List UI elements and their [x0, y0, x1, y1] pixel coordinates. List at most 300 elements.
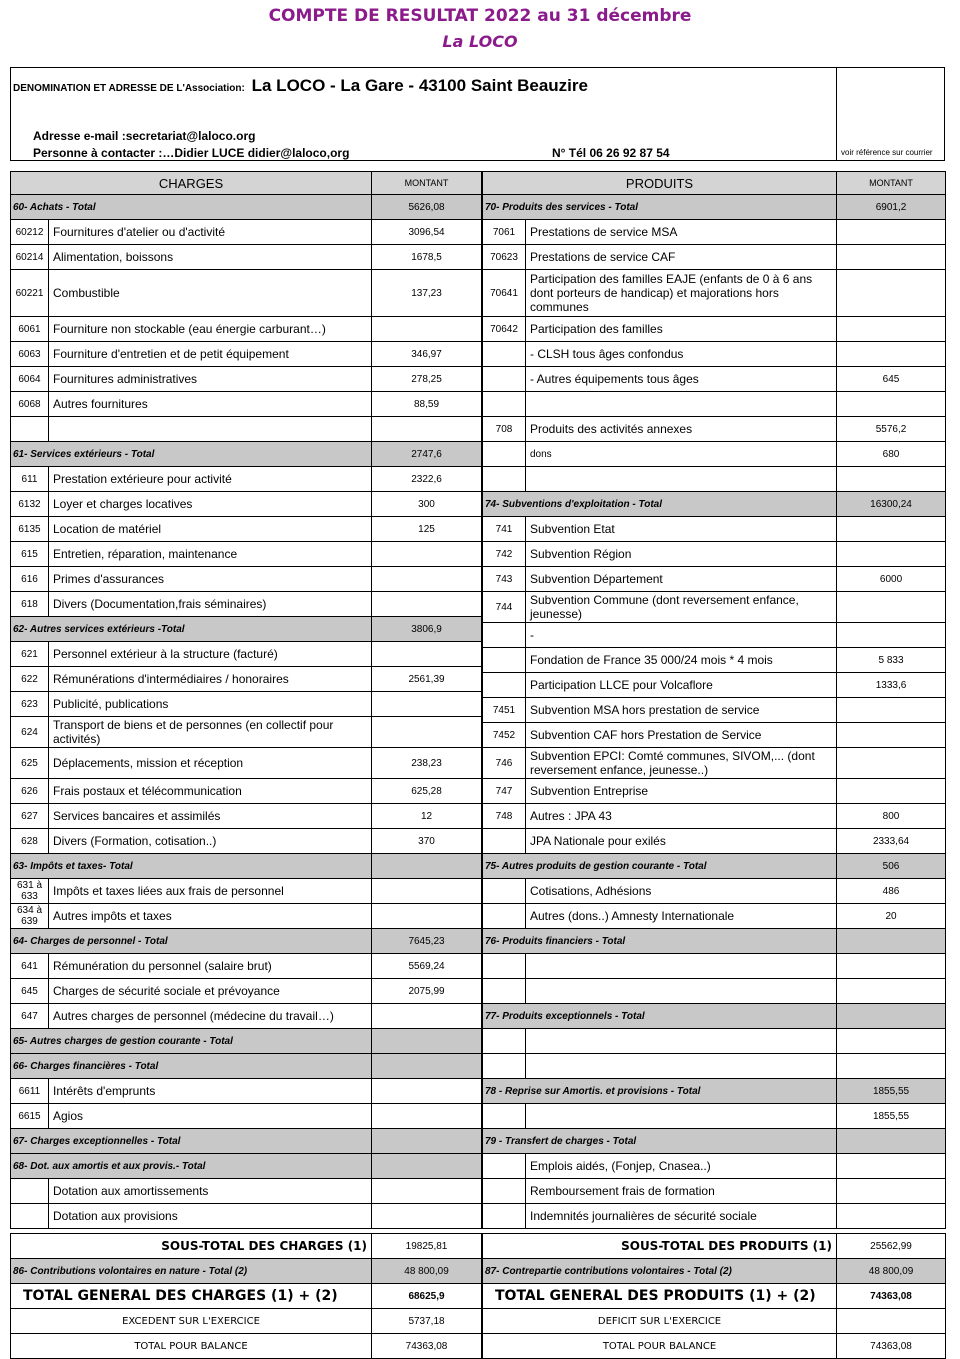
line-label [526, 954, 837, 979]
line-amount: 346,97 [372, 342, 482, 367]
total-amount [372, 1129, 482, 1154]
account-code: 647 [11, 1004, 49, 1029]
produits-total-row [483, 929, 946, 954]
line-amount [837, 1179, 946, 1204]
produits-line-row [483, 442, 946, 467]
produits-line-row [483, 270, 946, 317]
charges-line-row [11, 245, 482, 270]
charges-line-row [11, 492, 482, 517]
line-amount [372, 1079, 482, 1104]
line-label: Location de matériel [49, 517, 372, 542]
total-label: 70- Produits des services - Total [483, 195, 837, 220]
total-amount: 7645,23 [372, 929, 482, 954]
charges-line-row [11, 417, 482, 442]
produits-line-row [483, 245, 946, 270]
charges-line-row [11, 779, 482, 804]
charges-total-row [11, 1129, 482, 1154]
line-label: Services bancaires et assimilés [49, 804, 372, 829]
total-label: 61- Services extérieurs - Total [11, 442, 372, 467]
line-label: Remboursement frais de formation [526, 1179, 837, 1204]
total-label: 63- Impôts et taxes- Total [11, 854, 372, 879]
account-code: 746 [483, 748, 526, 779]
line-amount [372, 879, 482, 904]
line-amount [837, 317, 946, 342]
line-label: Participation LLCE pour Volcaflore [526, 673, 837, 698]
account-code: 645 [11, 979, 49, 1004]
produits-header-row [483, 172, 946, 195]
produits-line-row [483, 1054, 946, 1079]
account-code: 748 [483, 804, 526, 829]
charges-balance-label: TOTAL POUR BALANCE [11, 1334, 372, 1359]
charges-table [10, 171, 482, 1359]
line-amount: 20 [837, 904, 946, 929]
charges-line-row [11, 829, 482, 854]
line-amount [372, 1004, 482, 1029]
line-amount [837, 220, 946, 245]
total-label: 75- Autres produits de gestion courante - Total [483, 854, 837, 879]
line-amount [372, 904, 482, 929]
line-label: Rémunération du personnel (salaire brut) [49, 954, 372, 979]
produits-line-row [483, 779, 946, 804]
line-label [526, 467, 837, 492]
charges-line-row [11, 467, 482, 492]
line-amount [372, 592, 482, 617]
charges-title: CHARGES [11, 172, 372, 195]
produits-line-row [483, 417, 946, 442]
account-code: 60214 [11, 245, 49, 270]
account-code: 6061 [11, 317, 49, 342]
line-label: dons [526, 442, 837, 467]
line-label: Subvention EPCI: Comté communes, SIVOM,... (dont reversement enfance, jeunesse..) [526, 748, 837, 779]
charges-balance-amount: 74363,08 [372, 1334, 482, 1359]
charges-line-row [11, 367, 482, 392]
line-label: Personnel extérieur à la structure (facturé) [49, 642, 372, 667]
produits-grand-label: TOTAL GENERAL DES PRODUITS (1) + (2) [483, 1284, 837, 1309]
account-code [483, 979, 526, 1004]
line-label [526, 392, 837, 417]
line-label: Entretien, réparation, maintenance [49, 542, 372, 567]
account-code [11, 1204, 49, 1229]
charges-body [11, 195, 482, 1229]
produits-total-row [483, 1004, 946, 1029]
line-label: Intérêts d'emprunts [49, 1079, 372, 1104]
account-code [483, 829, 526, 854]
line-amount: 486 [837, 879, 946, 904]
line-label: Autres : JPA 43 [526, 804, 837, 829]
line-label: Produits des activités annexes [526, 417, 837, 442]
line-label: Fourniture d'entretien et de petit équipement [49, 342, 372, 367]
total-label: 79 - Transfert de charges - Total [483, 1129, 837, 1154]
line-label: Subvention MSA hors prestation de service [526, 698, 837, 723]
total-amount: 2747,6 [372, 442, 482, 467]
charges-line-row [11, 667, 482, 692]
line-amount: 370 [372, 829, 482, 854]
account-code [483, 648, 526, 673]
charges-line-row [11, 879, 482, 904]
charges-header-row [11, 172, 482, 195]
line-label: Dotation aux provisions [49, 1204, 372, 1229]
produits-line-row [483, 517, 946, 542]
account-code: 624 [11, 717, 49, 748]
account-code [483, 342, 526, 367]
line-label: Indemnités journalières de sécurité sociale [526, 1204, 837, 1229]
total-label: 76- Produits financiers - Total [483, 929, 837, 954]
line-label: - [526, 623, 837, 648]
total-amount: 3806,9 [372, 617, 482, 642]
produits-balance-label: TOTAL POUR BALANCE [483, 1334, 837, 1359]
line-label: Subvention Département [526, 567, 837, 592]
produits-contrib-label: 87- Contrepartie contributions volontaires - Total (2) [483, 1259, 837, 1284]
line-label [49, 417, 372, 442]
charges-subtotal-row [11, 1234, 482, 1259]
account-code [483, 467, 526, 492]
charges-subtotal-amount: 19825,81 [372, 1234, 482, 1259]
charges-line-row [11, 748, 482, 779]
charges-line-row [11, 692, 482, 717]
account-code [11, 417, 49, 442]
account-code: 622 [11, 667, 49, 692]
total-amount [372, 1054, 482, 1079]
line-amount [837, 517, 946, 542]
charges-contrib-row [11, 1259, 482, 1284]
line-amount: 5576,2 [837, 417, 946, 442]
produits-contrib-amount: 48 800,09 [837, 1259, 946, 1284]
account-code: 743 [483, 567, 526, 592]
line-label: Subvention Commune (dont reversement enfance, jeunesse) [526, 592, 837, 623]
charges-result-row [11, 1309, 482, 1334]
total-label: 66- Charges financières - Total [11, 1054, 372, 1079]
charges-grand-row [11, 1284, 482, 1309]
line-label: Prestations de service CAF [526, 245, 837, 270]
produits-result-row [483, 1309, 946, 1334]
produits-total-row [483, 195, 946, 220]
charges-total-row [11, 1154, 482, 1179]
line-amount [837, 723, 946, 748]
total-amount: 16300,24 [837, 492, 946, 517]
line-label: Fourniture non stockable (eau énergie carburant…) [49, 317, 372, 342]
line-label: Alimentation, boissons [49, 245, 372, 270]
page-title: COMPTE DE RESULTAT 2022 au 31 décembre [268, 6, 692, 26]
produits-line-row [483, 542, 946, 567]
produits-line-row [483, 698, 946, 723]
produits-balance-row [483, 1334, 946, 1359]
account-code: 70641 [483, 270, 526, 317]
line-amount: 5 833 [837, 648, 946, 673]
account-code [483, 1204, 526, 1229]
line-label: - Autres équipements tous âges [526, 367, 837, 392]
total-amount [837, 1004, 946, 1029]
total-label: 74- Subventions d'exploitation - Total [483, 492, 837, 517]
charges-line-row [11, 1179, 482, 1204]
account-code: 621 [11, 642, 49, 667]
account-code [483, 623, 526, 648]
total-amount [372, 1154, 482, 1179]
deficit-label: DEFICIT SUR L'EXERCICE [483, 1309, 837, 1334]
line-label: Fondation de France 35 000/24 mois * 4 mois [526, 648, 837, 673]
line-amount: 12 [372, 804, 482, 829]
line-amount [837, 623, 946, 648]
line-amount: 680 [837, 442, 946, 467]
produits-title: PRODUITS [483, 172, 837, 195]
phone-line: N° Tél 06 26 92 87 54 [552, 146, 670, 160]
account-code: 7452 [483, 723, 526, 748]
account-code [483, 879, 526, 904]
charges-subtotal-label: SOUS-TOTAL DES CHARGES (1) [11, 1234, 372, 1259]
account-code [483, 1104, 526, 1129]
line-label: Prestations de service MSA [526, 220, 837, 245]
line-amount [837, 467, 946, 492]
account-code [483, 904, 526, 929]
charges-line-row [11, 954, 482, 979]
line-amount: 1678,5 [372, 245, 482, 270]
charges-total-row [11, 1029, 482, 1054]
charges-line-row [11, 270, 482, 317]
produits-total-row [483, 492, 946, 517]
account-code: 747 [483, 779, 526, 804]
charges-line-row [11, 1079, 482, 1104]
charges-line-row [11, 904, 482, 929]
charges-line-row [11, 642, 482, 667]
association-header [10, 67, 945, 161]
account-code: 60212 [11, 220, 49, 245]
account-code: 744 [483, 592, 526, 623]
produits-line-row [483, 673, 946, 698]
total-label: 77- Produits exceptionnels - Total [483, 1004, 837, 1029]
charges-line-row [11, 979, 482, 1004]
account-code: 6132 [11, 492, 49, 517]
charges-line-row [11, 1204, 482, 1229]
total-amount [372, 854, 482, 879]
total-label: 68- Dot. aux amortis et aux provis.- Total [11, 1154, 372, 1179]
excedent-label: EXCEDENT SUR L'EXERCICE [11, 1309, 372, 1334]
total-label: 62- Autres services extérieurs -Total [11, 617, 372, 642]
account-code [11, 1179, 49, 1204]
line-label: Divers (Documentation,frais séminaires) [49, 592, 372, 617]
account-code: 742 [483, 542, 526, 567]
account-code: 708 [483, 417, 526, 442]
charges-line-row [11, 1004, 482, 1029]
line-amount [372, 567, 482, 592]
charges-contrib-amount: 48 800,09 [372, 1259, 482, 1284]
account-code [483, 392, 526, 417]
charges-line-row [11, 567, 482, 592]
line-amount [372, 417, 482, 442]
produits-line-row [483, 623, 946, 648]
line-amount: 2561,39 [372, 667, 482, 692]
line-amount: 238,23 [372, 748, 482, 779]
produits-line-row [483, 342, 946, 367]
produits-line-row [483, 567, 946, 592]
line-label: Cotisations, Adhésions [526, 879, 837, 904]
line-amount [837, 748, 946, 779]
line-amount [837, 954, 946, 979]
line-label: Déplacements, mission et réception [49, 748, 372, 779]
line-label: Transport de biens et de personnes (en collectif pour activités) [49, 717, 372, 748]
account-code [483, 1054, 526, 1079]
line-amount: 125 [372, 517, 482, 542]
line-amount [837, 342, 946, 367]
line-amount [837, 1029, 946, 1054]
line-label: Impôts et taxes liées aux frais de personnel [49, 879, 372, 904]
charges-total-row [11, 442, 482, 467]
line-label: Participation des familles [526, 317, 837, 342]
charges-total-row [11, 1054, 482, 1079]
line-amount: 278,25 [372, 367, 482, 392]
charges-line-row [11, 717, 482, 748]
charges-line-row [11, 804, 482, 829]
reference-note: voir référence sur courrier [841, 148, 933, 157]
line-amount [372, 692, 482, 717]
total-amount [837, 929, 946, 954]
line-label: Primes d'assurances [49, 567, 372, 592]
line-label: Publicité, publications [49, 692, 372, 717]
produits-grand-row [483, 1284, 946, 1309]
produits-line-row [483, 804, 946, 829]
line-label: Subvention Région [526, 542, 837, 567]
total-amount: 1855,55 [837, 1079, 946, 1104]
account-code: 6615 [11, 1104, 49, 1129]
produits-balance-amount: 74363,08 [837, 1334, 946, 1359]
produits-line-row [483, 648, 946, 673]
produits-table [482, 171, 946, 1359]
account-code: 7061 [483, 220, 526, 245]
total-label: 65- Autres charges de gestion courante - Total [11, 1029, 372, 1054]
line-label: Subvention CAF hors Prestation de Service [526, 723, 837, 748]
produits-subtotal-row [483, 1234, 946, 1259]
line-label: Fournitures administratives [49, 367, 372, 392]
line-label: Loyer et charges locatives [49, 492, 372, 517]
total-label: 67- Charges exceptionnelles - Total [11, 1129, 372, 1154]
line-label: Prestation extérieure pour activité [49, 467, 372, 492]
charges-line-row [11, 542, 482, 567]
line-amount: 6000 [837, 567, 946, 592]
line-amount: 625,28 [372, 779, 482, 804]
total-label: 78 - Reprise sur Amortis. et provisions - Total [483, 1079, 837, 1104]
line-amount [372, 642, 482, 667]
line-label: Autres (dons..) Amnesty Internationale [526, 904, 837, 929]
produits-line-row [483, 979, 946, 1004]
charges-total-row [11, 617, 482, 642]
account-code: 70623 [483, 245, 526, 270]
deficit-amount [837, 1309, 946, 1334]
line-amount [837, 270, 946, 317]
line-amount: 5569,24 [372, 954, 482, 979]
charges-total-row [11, 929, 482, 954]
produits-contrib-row [483, 1259, 946, 1284]
charges-line-row [11, 317, 482, 342]
line-label: Subvention Etat [526, 517, 837, 542]
line-amount: 2322,6 [372, 467, 482, 492]
line-label: Divers (Formation, cotisation..) [49, 829, 372, 854]
produits-line-row [483, 904, 946, 929]
contact-line: Personne à contacter :…Didier LUCE didier@laloco,org [33, 146, 350, 160]
line-amount: 1333,6 [837, 673, 946, 698]
line-amount: 3096,54 [372, 220, 482, 245]
line-label: Dotation aux amortissements [49, 1179, 372, 1204]
produits-line-row [483, 1179, 946, 1204]
produits-line-row [483, 467, 946, 492]
produits-body [483, 195, 946, 1229]
produits-total-row [483, 1079, 946, 1104]
line-label: Agios [49, 1104, 372, 1129]
account-code: 628 [11, 829, 49, 854]
line-label: Autres charges de personnel (médecine du travail…) [49, 1004, 372, 1029]
line-amount [837, 392, 946, 417]
account-code [483, 673, 526, 698]
account-code: 626 [11, 779, 49, 804]
account-code: 741 [483, 517, 526, 542]
produits-line-row [483, 1104, 946, 1129]
charges-line-row [11, 220, 482, 245]
email-line: Adresse e-mail :secretariat@laloco.org [33, 129, 256, 143]
line-amount [372, 542, 482, 567]
produits-total-row [483, 1129, 946, 1154]
account-code: 611 [11, 467, 49, 492]
line-amount: 2075,99 [372, 979, 482, 1004]
line-amount [837, 1204, 946, 1229]
produits-total-row [483, 854, 946, 879]
account-code: 618 [11, 592, 49, 617]
line-label: Combustible [49, 270, 372, 317]
line-amount: 1855,55 [837, 1104, 946, 1129]
line-amount [837, 979, 946, 1004]
total-amount [372, 1029, 482, 1054]
total-amount [837, 1129, 946, 1154]
excedent-amount: 5737,18 [372, 1309, 482, 1334]
account-code: 641 [11, 954, 49, 979]
total-amount: 506 [837, 854, 946, 879]
account-code [483, 1029, 526, 1054]
account-code [483, 1179, 526, 1204]
account-code: 60221 [11, 270, 49, 317]
account-code [483, 442, 526, 467]
produits-line-row [483, 392, 946, 417]
account-code: 6063 [11, 342, 49, 367]
charges-line-row [11, 1104, 482, 1129]
line-amount [837, 592, 946, 623]
line-amount [372, 717, 482, 748]
line-label [526, 979, 837, 1004]
produits-line-row [483, 954, 946, 979]
account-code: 627 [11, 804, 49, 829]
line-label: Autres impôts et taxes [49, 904, 372, 929]
line-amount: 88,59 [372, 392, 482, 417]
page-subtitle: La LOCO [442, 32, 518, 51]
account-code: 615 [11, 542, 49, 567]
account-code [483, 1154, 526, 1179]
line-amount [837, 1054, 946, 1079]
account-code: 7451 [483, 698, 526, 723]
line-label [526, 1029, 837, 1054]
produits-line-row [483, 1029, 946, 1054]
account-code: 616 [11, 567, 49, 592]
account-code: 631 à 633 [11, 879, 49, 904]
total-label: 64- Charges de personnel - Total [11, 929, 372, 954]
produits-grand-amount: 74363,08 [837, 1284, 946, 1309]
charges-balance-row [11, 1334, 482, 1359]
denomination [13, 76, 588, 96]
produits-subtotal-amount: 25562,99 [837, 1234, 946, 1259]
line-label: Fournitures d'atelier ou d'activité [49, 220, 372, 245]
account-code: 623 [11, 692, 49, 717]
line-label: Charges de sécurité sociale et prévoyance [49, 979, 372, 1004]
line-amount [372, 1204, 482, 1229]
line-label: Rémunérations d'intermédiaires / honoraires [49, 667, 372, 692]
total-amount: 6901,2 [837, 195, 946, 220]
line-label [526, 1054, 837, 1079]
produits-line-row [483, 829, 946, 854]
charges-montant-header: MONTANT [372, 172, 482, 195]
